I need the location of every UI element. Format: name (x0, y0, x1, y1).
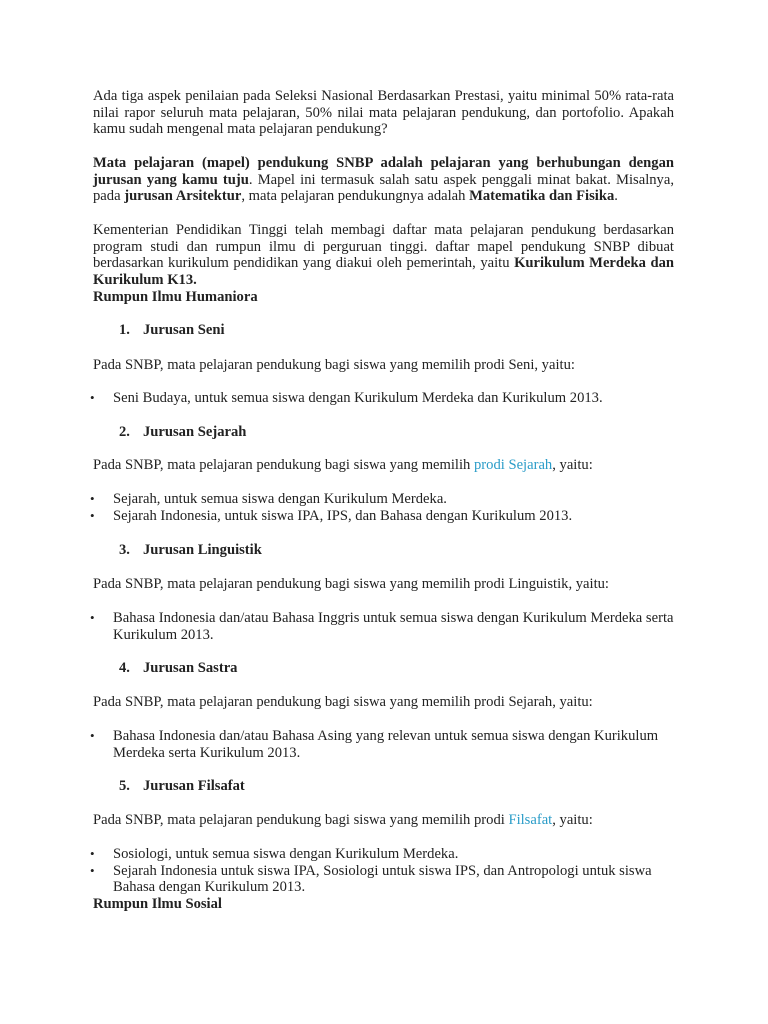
intro-text: Pada SNBP, mata pelajaran pendukung bagi siswa yang memilih prodi (93, 812, 509, 828)
bullet-list (93, 390, 674, 407)
list-item: • Bahasa Indonesia dan/atau Bahasa Inggris untuk semua siswa dengan Kurikulum Merdeka serta Kurikulum 2013. (93, 610, 674, 643)
section-intro (93, 812, 674, 829)
section-heading-sastra (119, 660, 237, 677)
section-intro (93, 457, 674, 474)
section-title: Jurusan Filsafat (143, 778, 245, 794)
section-heading-sejarah (119, 424, 246, 441)
definition-paragraph (93, 155, 674, 205)
list-item: • Sejarah Indonesia untuk siswa IPA, Sosiologi untuk siswa IPS, dan Antropologi untuk siswa Bahasa dengan Kurikulum 2013. (93, 863, 674, 896)
list-item: • Seni Budaya, untuk semua siswa dengan Kurikulum Merdeka dan Kurikulum 2013. (93, 390, 674, 407)
section-title: Jurusan Linguistik (143, 542, 262, 558)
bullet-list (93, 610, 674, 643)
definition-text-1: . Mapel ini termasuk salah satu aspek penggali minat bakat. Misalnya, pada (93, 171, 674, 205)
section-heading-filsafat (119, 778, 245, 795)
section-number: 1. (119, 322, 130, 338)
definition-bold-2: jurusan Arsitektur (124, 188, 242, 205)
definition-bold-1: Mata pelajaran (mapel) pendukung SNBP adalah pelajaran yang berhubungan dengan jurusan yang kamu tuju (93, 155, 674, 188)
section-heading-linguistik (119, 542, 262, 559)
section-number: 5. (119, 778, 130, 794)
section-intro: Pada SNBP, mata pelajaran pendukung bagi siswa yang memilih prodi Seni, yaitu: (93, 357, 575, 373)
rumpun-sosial-heading: Rumpun Ilmu Sosial (93, 896, 222, 912)
intro-paragraph: Ada tiga aspek penilaian pada Seleksi Nasional Berdasarkan Prestasi, yaitu minimal 50% rata-rata nilai rapor seluruh mata pelajaran, 50% nilai mata pelajaran pendukung, dan portofolio. Apakah kamu sudah mengenal mata pelajaran pendukung? (93, 88, 674, 138)
section-intro: Pada SNBP, mata pelajaran pendukung bagi siswa yang memilih prodi Linguistik, yaitu: (93, 576, 609, 592)
section-number: 2. (119, 424, 130, 440)
bullet-list (93, 846, 674, 896)
intro-text-end: , yaitu: (552, 812, 593, 828)
kementerian-bold: Kurikulum Merdeka dan Kurikulum K13. (93, 255, 675, 288)
section-intro: Pada SNBP, mata pelajaran pendukung bagi siswa yang memilih prodi Sejarah, yaitu: (93, 694, 593, 710)
kementerian-paragraph (93, 222, 674, 288)
bullet-list (93, 728, 674, 761)
section-title: Jurusan Sejarah (143, 424, 247, 440)
definition-text-2: , mata pelajaran pendukungnya adalah (241, 188, 470, 205)
bullet-list (93, 491, 674, 524)
rumpun-humaniora-heading: Rumpun Ilmu Humaniora (93, 289, 258, 305)
kementerian-text: Kementerian Pendidikan Tinggi telah membagi daftar mata pelajaran pendukung berdasarkan program studi dan rumpun ilmu di perguruan tinggi. daftar mapel pendukung SNBP dibuat berdasarkan kurikulum pendidikan yang diakui oleh pemerintah, yaitu (93, 222, 674, 272)
section-title: Jurusan Sastra (143, 660, 238, 676)
section-title: Jurusan Seni (143, 322, 225, 338)
link-prodi-sejarah[interactable]: prodi Sejarah (474, 457, 553, 473)
section-heading-seni (119, 322, 225, 339)
list-item: • Sejarah, untuk semua siswa dengan Kurikulum Merdeka. (93, 491, 674, 508)
section-number: 3. (119, 542, 130, 558)
intro-text: Pada SNBP, mata pelajaran pendukung bagi siswa yang memilih (93, 457, 474, 473)
list-item: • Sosiologi, untuk semua siswa dengan Kurikulum Merdeka. (93, 846, 674, 863)
list-item: • Bahasa Indonesia dan/atau Bahasa Asing yang relevan untuk semua siswa dengan Kurikulum Merdeka serta Kurikulum 2013. (93, 728, 674, 761)
definition-text-3: . (614, 188, 618, 205)
section-number: 4. (119, 660, 130, 676)
definition-bold-3: Matematika dan Fisika (469, 188, 615, 205)
intro-text-end: , yaitu: (552, 457, 593, 473)
list-item: • Sejarah Indonesia, untuk siswa IPA, IPS, dan Bahasa dengan Kurikulum 2013. (93, 508, 674, 525)
link-filsafat[interactable]: Filsafat (508, 812, 553, 828)
